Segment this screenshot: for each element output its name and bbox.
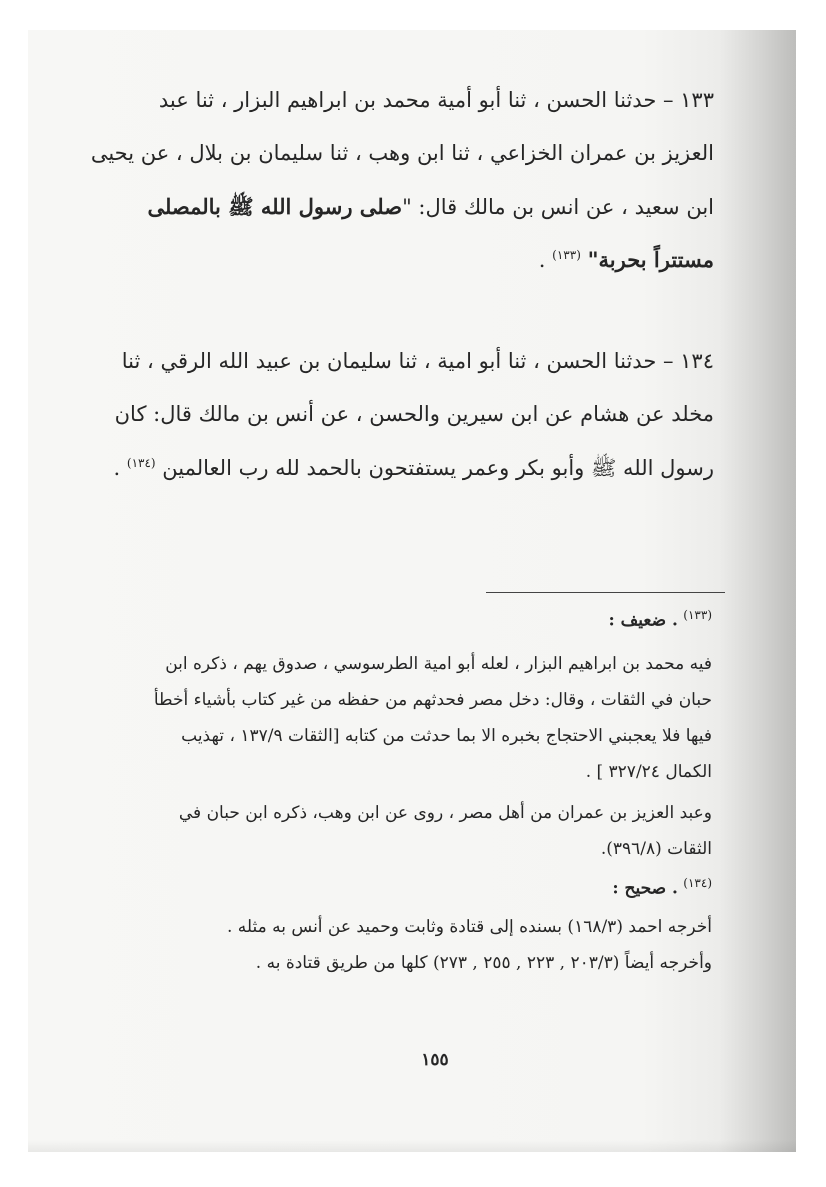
hadith-133-line-4: [539, 247, 714, 272]
hadith-133-period: .: [538, 248, 546, 272]
hadith-134-period: .: [113, 456, 121, 480]
footnote-ref-134: (١٣٤): [126, 456, 156, 470]
footnote-134-number: (١٣٤): [683, 876, 712, 890]
hadith-134-line-3: [114, 455, 715, 486]
footnote-133-heading: [608, 608, 712, 631]
hadith-133-line-1: ١٣٣ – حدثنا الحسن ، ثنا أبو أمية محمد بن ابراهيم البزار ، ثنا عبد: [158, 88, 714, 112]
footnote-134-heading: [612, 876, 712, 899]
hadith-133-line-3-plain: ابن سعيد ، عن انس بن مالك قال: ": [402, 195, 714, 219]
footnote-133-line-5: وعبد العزيز بن عمران من أهل مصر ، روى عن ابن وهب، ذكره ابن حبان في: [178, 803, 712, 823]
footnote-133-line-2: حبان في الثقات ، وقال: دخل مصر فحدثهم من حفظه من غير كتاب بأشياء أخطأ: [153, 690, 712, 710]
hadith-133-matn-end: مستتراً بحربة": [587, 247, 714, 272]
footnote-133-line-4: الكمال ٣٢٧/٢٤ ] .: [585, 762, 712, 782]
footnote-separator: [486, 592, 725, 593]
hadith-134-line-1: ١٣٤ – حدثنا الحسن ، ثنا أبو امية ، ثنا سليمان بن عبيد الله الرقي ، ثنا: [121, 349, 714, 373]
hadith-133-matn: صلى رسول الله ﷺ بالمصلى: [147, 194, 403, 219]
footnote-133-line-1: فيه محمد بن ابراهيم البزار ، لعله أبو امية الطرسوسي ، صدوق يهم ، ذكره ابن: [165, 654, 712, 674]
footnote-134-grade: . صحيح :: [612, 878, 678, 899]
hadith-134-line-3-text: رسول الله ﷺ وأبو بكر وعمر يستفتحون بالحمد لله رب العالمين: [162, 456, 714, 480]
footnote-133-line-6: الثقات (٣٩٦/٨).: [600, 839, 712, 859]
footnote-133-line-3: فيها فلا يعجبني الاحتجاج بخبره الا بما حدثت من كتابه [الثقات ١٣٧/٩ ، تهذيب: [181, 726, 712, 746]
footnote-134-line-1: أخرجه احمد (١٦٨/٣) بسنده إلى قتادة وثابت وحميد عن أنس به مثله .: [226, 917, 712, 937]
hadith-133-line-3: [147, 194, 714, 225]
page-bottom-shadow: [28, 1140, 796, 1152]
footnote-133-number: (١٣٣): [683, 608, 712, 622]
page-number: ١٥٥: [421, 1050, 449, 1070]
footnote-ref-133: (١٣٣): [552, 248, 581, 262]
hadith-134-line-2: مخلد عن هشام عن ابن سيرين والحسن ، عن أنس بن مالك قال: كان: [114, 402, 714, 426]
hadith-133-line-2: العزيز بن عمران الخزاعي ، ثنا ابن وهب ، ثنا سليمان بن بلال ، عن يحيى: [90, 141, 714, 165]
footnote-134-line-2: وأخرجه أيضاً (٢٠٣/٣ , ٢٢٣ , ٢٥٥ , ٢٧٣) كلها من طريق قتادة به .: [255, 953, 712, 973]
footnote-133-grade: . ضعيف :: [608, 610, 678, 631]
book-page: [28, 30, 796, 1152]
